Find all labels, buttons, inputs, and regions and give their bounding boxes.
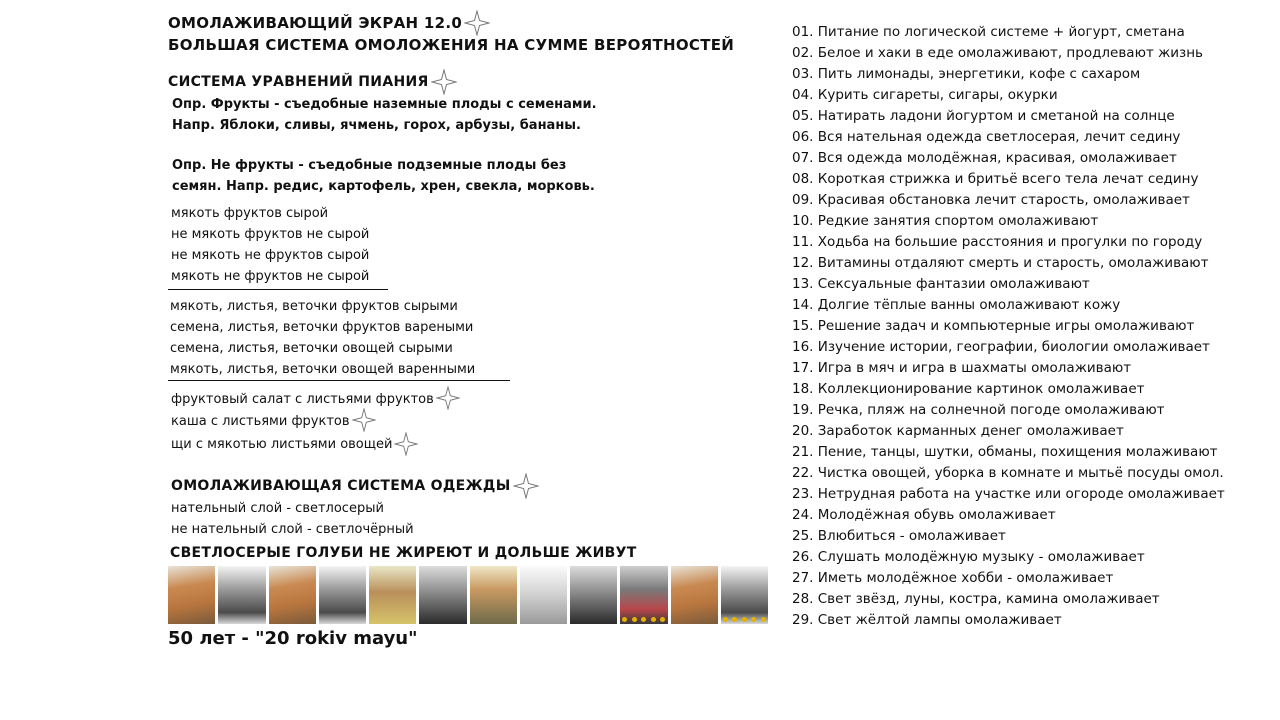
divider: [168, 289, 388, 290]
equation-group-2: [170, 296, 768, 380]
photo-thumbnail[interactable]: [168, 566, 215, 624]
dish-item: [171, 389, 768, 410]
photo-thumbnail[interactable]: [671, 566, 718, 624]
page-title: ОМОЛАЖИВАЮЩИЙ ЭКРАН 12.0: [168, 14, 463, 32]
clothing-heading-row: [171, 474, 768, 498]
star-icon: [436, 386, 460, 410]
definition-not-fruits: Опр. Не фрукты - съедобные подземные плоды без: [172, 158, 567, 173]
dish-label: щи с мякотью листьями овощей: [171, 436, 393, 452]
list-item: 22. Чистка овощей, уборка в комнате и мытьё посуды омол.: [792, 465, 1224, 481]
list-item: 03. Пить лимонады, энергетики, кофе с сахаром: [792, 66, 1141, 82]
page-subtitle: БОЛЬШАЯ СИСТЕМА ОМОЛОЖЕНИЯ НА СУММЕ ВЕРОЯТНОСТЕЙ: [168, 36, 735, 54]
list-item: 21. Пение, танцы, шутки, обманы, похищения молаживают: [792, 444, 1218, 460]
dot-row: [721, 617, 768, 622]
photo-thumbnail[interactable]: [369, 566, 416, 624]
list-item: 11. Ходьба на большие расстояния и прогулки по городу: [792, 234, 1203, 250]
list-item: 19. Речка, пляж на солнечной погоде омолаживают: [792, 402, 1165, 418]
equation-line: семена, листья, веточки овощей сырыми: [170, 341, 453, 356]
photo-thumbnail[interactable]: [269, 566, 316, 624]
list-item: 10. Редкие занятия спортом омолаживают: [792, 213, 1099, 229]
pigeons-heading: СВЕТЛОСЕРЫЕ ГОЛУБИ НЕ ЖИРЕЮТ И ДОЛЬШЕ ЖИВУТ: [170, 545, 637, 561]
equation-line: мякоть не фруктов не сырой: [171, 269, 370, 284]
list-item: 02. Белое и хаки в еде омолаживают, продлевают жизнь: [792, 45, 1203, 61]
photo-thumbnail[interactable]: [470, 566, 517, 624]
star-icon: [394, 432, 418, 456]
photo-thumbnail[interactable]: [570, 566, 617, 624]
list-item: 14. Долгие тёплые ванны омолаживают кожу: [792, 297, 1121, 313]
clothing-heading: ОМОЛАЖИВАЮЩАЯ СИСТЕМА ОДЕЖДЫ: [171, 478, 511, 494]
dish-label: фруктовый салат с листьями фруктов: [171, 392, 434, 407]
dish-item: [171, 432, 768, 456]
dishes-list: [171, 389, 768, 456]
list-item: 01. Питание по логической системе + йогурт, сметана: [792, 24, 1185, 40]
divider: [168, 380, 510, 381]
list-item: 26. Слушать молодёжную музыку - омолаживает: [792, 549, 1145, 565]
list-item: 18. Коллекционирование картинок омолаживает: [792, 381, 1145, 397]
list-item: 05. Натирать ладони йогуртом и сметаной на солнце: [792, 108, 1175, 124]
gallery-caption: 50 лет - "20 rokiv mayu": [168, 628, 418, 649]
photo-thumbnail[interactable]: [520, 566, 567, 624]
photo-thumbnail[interactable]: [620, 566, 667, 624]
list-item: 25. Влюбиться - омолаживает: [792, 528, 1006, 544]
list-item: 29. Свет жёлтой лампы омолаживает: [792, 612, 1062, 628]
list-item: 20. Заработок карманных денег омолаживает: [792, 423, 1124, 439]
left-column: [168, 10, 768, 649]
example-not-fruits: семян. Напр. редис, картофель, хрен, свекла, морковь.: [172, 179, 595, 194]
list-item: 27. Иметь молодёжное хобби - омолаживает: [792, 570, 1114, 586]
list-item: 17. Игра в мяч и игра в шахматы омолаживают: [792, 360, 1132, 376]
star-icon: [352, 408, 376, 432]
list-item: 06. Вся нательная одежда светлосерая, лечит седину: [792, 129, 1181, 145]
list-item: 07. Вся одежда молодёжная, красивая, омолаживает: [792, 150, 1177, 166]
equations-heading-row: [168, 70, 768, 94]
rejuvenation-list: [792, 22, 1272, 631]
equation-line: мякоть, листья, веточки фруктов сырыми: [170, 299, 458, 314]
star-icon: [513, 473, 539, 499]
dish-label: каша с листьями фруктов: [171, 413, 350, 429]
equation-line: мякоть фруктов сырой: [171, 206, 329, 221]
photo-thumbnail[interactable]: [319, 566, 366, 624]
list-item: 12. Витамины отдаляют смерть и старость, омолаживают: [792, 255, 1209, 271]
clothing-outer-layer: не нательный слой - светлочёрный: [171, 522, 414, 537]
list-item: 15. Решение задач и компьютерные игры омолаживают: [792, 318, 1195, 334]
equation-line: не мякоть фруктов не сырой: [171, 227, 370, 242]
list-item: 04. Курить сигареты, сигары, окурки: [792, 87, 1058, 103]
dish-item: [171, 410, 768, 432]
equation-group-1: [171, 203, 768, 287]
list-item: 28. Свет звёзд, луны, костра, камина омолаживает: [792, 591, 1160, 607]
page-title-row: [168, 10, 768, 36]
star-icon: [431, 69, 457, 95]
example-fruits: Напр. Яблоки, сливы, ячмень, горох, арбузы, бананы.: [172, 118, 581, 133]
equation-line: семена, листья, веточки фруктов вареными: [170, 320, 474, 335]
photo-thumbnail[interactable]: [721, 566, 768, 624]
equations-heading: СИСТЕМА УРАВНЕНИЙ ПИАНИЯ: [168, 74, 429, 90]
list-item: 23. Нетрудная работа на участке или огороде омолаживает: [792, 486, 1225, 502]
photo-thumbnail[interactable]: [218, 566, 265, 624]
list-item: 16. Изучение истории, географии, биологии омолаживает: [792, 339, 1210, 355]
equation-line: мякоть, листья, веточки овощей варенными: [170, 362, 476, 377]
list-item: 09. Красивая обстановка лечит старость, омолаживает: [792, 192, 1190, 208]
star-icon: [464, 10, 490, 36]
dot-row: [620, 617, 667, 622]
photo-gallery: [168, 566, 768, 624]
definition-fruits: Опр. Фрукты - съедобные наземные плоды с семенами.: [172, 97, 597, 112]
list-item: 08. Короткая стрижка и бритьё всего тела лечат седину: [792, 171, 1199, 187]
clothing-inner-layer: нательный слой - светлосерый: [171, 501, 384, 516]
list-item: 24. Молодёжная обувь омолаживает: [792, 507, 1056, 523]
photo-thumbnail[interactable]: [419, 566, 466, 624]
list-item: 13. Сексуальные фантазии омолаживают: [792, 276, 1090, 292]
equation-line: не мякоть не фруктов сырой: [171, 248, 370, 263]
